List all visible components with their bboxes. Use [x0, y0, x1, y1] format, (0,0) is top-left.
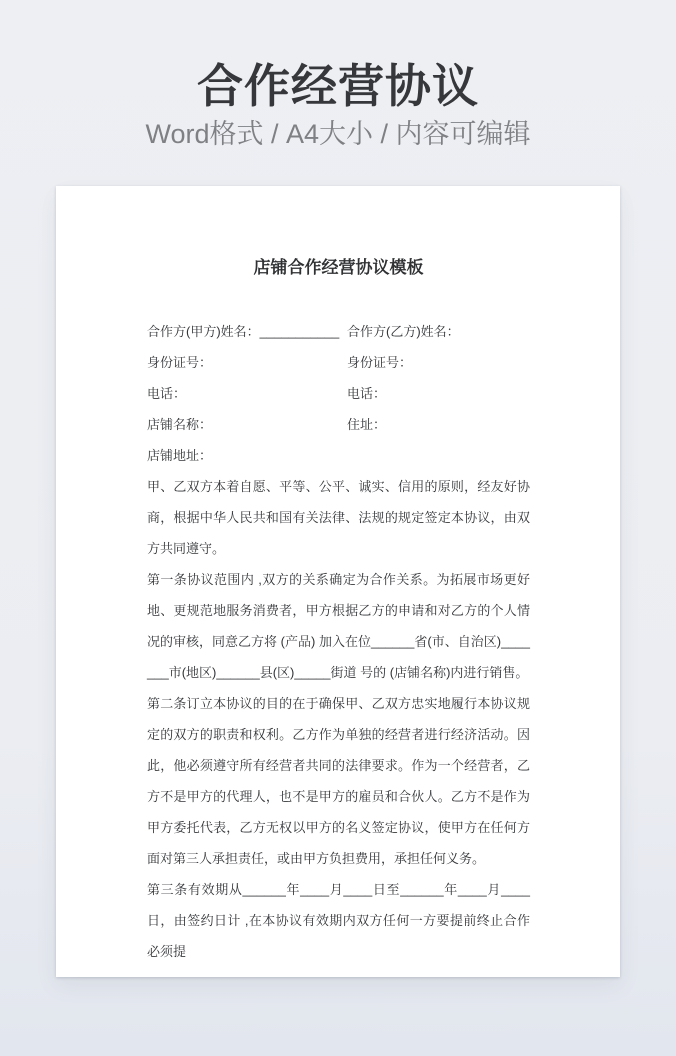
field-row-name — [147, 316, 530, 347]
field-party-a-id: 身份证号： — [147, 355, 213, 370]
field-party-a-name: 合作方(甲方)姓名：___________ — [147, 324, 340, 339]
field-empty — [347, 440, 530, 471]
field-party-b-id: 身份证号： — [347, 355, 413, 370]
field-party-b-name: 合作方(乙方)姓名： — [347, 324, 460, 339]
field-row-id-number — [147, 347, 530, 378]
field-row-shop-name-address — [147, 409, 530, 440]
paragraph-clause-2: 第二条订立本协议的目的在于确保甲、乙双方忠实地履行本协议规定的双方的职责和权利。乙方作为单独的经营者进行经济活动。因此，他必须遵守所有经营者共同的法律要求。作为一个经营者，乙方不是甲方的代理人，也不是甲方的雇员和合伙人。乙方不是作为甲方委托代表，乙方无权以甲方的名义签定协议，使甲方在任何方面对第三人承担责任，或由甲方负担费用，承担任何义务。 — [147, 696, 530, 866]
document-body — [147, 316, 530, 967]
field-row-phone — [147, 378, 530, 409]
paragraph-preamble: 甲、乙双方本着自愿、平等、公平、诚实、信用的原则，经友好协商，根据中华人民共和国有关法律、法规的规定签定本协议，由双方共同遵守。 — [147, 479, 530, 556]
field-party-b-address: 住址： — [347, 417, 387, 432]
party-info-fields — [147, 316, 530, 471]
template-header — [0, 0, 676, 151]
field-row-shop-address — [147, 440, 530, 471]
template-subtitle: Word格式 / A4大小 / 内容可编辑 — [145, 119, 531, 149]
document-title: 店铺合作经营协议模板 — [253, 258, 424, 277]
field-party-b-phone: 电话： — [347, 386, 387, 401]
template-title: 合作经营协议 — [197, 60, 479, 112]
field-shop-name: 店铺名称： — [147, 417, 213, 432]
document-page — [56, 186, 620, 977]
paragraph-clause-1: 第一条协议范围内 ,双方的关系确定为合作关系。为拓展市场更好地、更规范地服务消费者，甲方根据乙方的申请和对乙方的个人情况的审核，同意乙方将 (产品) 加入在位______省(市、自治区)_______市(地区)______县(区)_____街道 号的 (店铺名称)内进行销售。 — [147, 572, 530, 680]
paragraph-clause-3: 第三条有效期从______年____月____日至______年____月____日，由签约日计 ,在本协议有效期内双方任何一方要提前终止合作必须提 — [147, 882, 530, 959]
field-shop-address: 店铺地址： — [147, 448, 213, 463]
field-party-a-phone: 电话： — [147, 386, 187, 401]
